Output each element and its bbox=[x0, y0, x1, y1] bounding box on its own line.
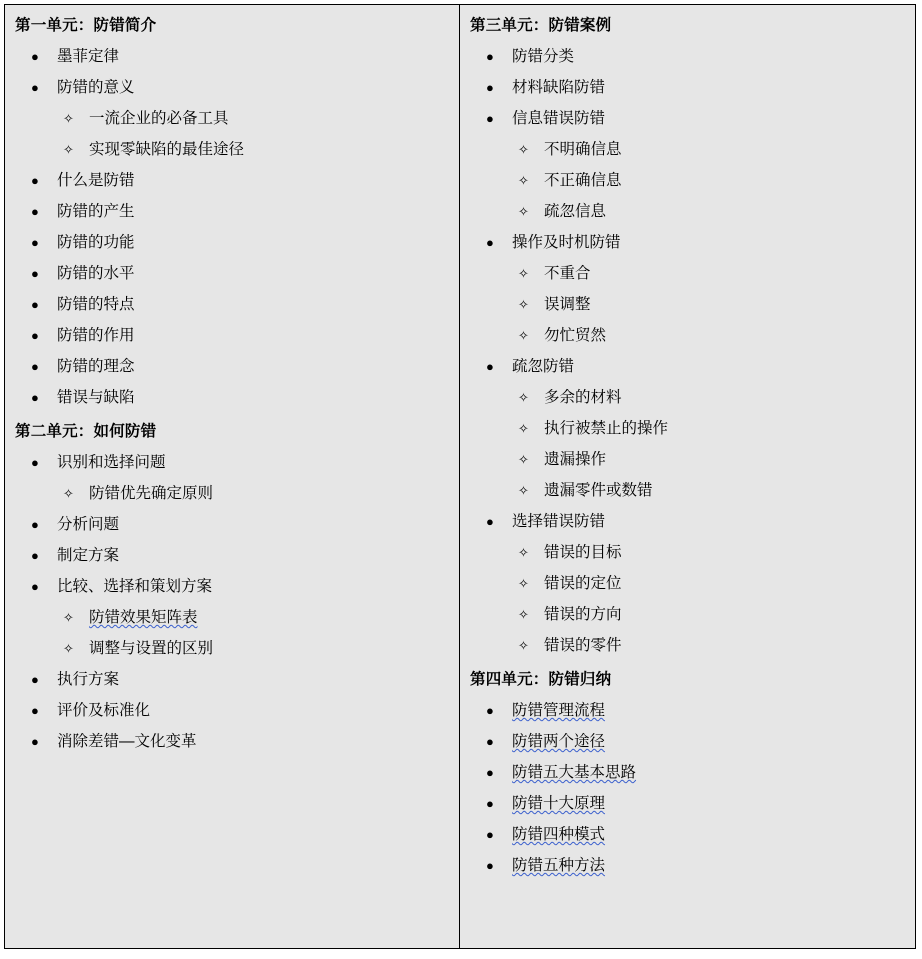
list-item-label: 信息错误防错 bbox=[512, 110, 606, 127]
sub-list-item-label: 实现零缺陷的最佳途径 bbox=[89, 141, 245, 158]
list-item bbox=[13, 165, 451, 196]
list-item bbox=[13, 447, 451, 478]
list-item-label: 分析问题 bbox=[57, 516, 120, 533]
sub-list-item bbox=[468, 568, 907, 599]
bullet-diamond-icon: ✧ bbox=[518, 328, 529, 343]
sub-list-item bbox=[468, 134, 907, 165]
list-item-label: 防错五大基本思路 bbox=[512, 764, 637, 781]
list-item bbox=[468, 227, 907, 258]
list-item bbox=[13, 351, 451, 382]
bullet-disc-icon: ● bbox=[31, 266, 39, 281]
sub-list-item bbox=[468, 599, 907, 630]
list-item-label: 制定方案 bbox=[57, 547, 120, 564]
outline-list bbox=[468, 41, 907, 661]
list-item-label: 识别和选择问题 bbox=[57, 454, 166, 471]
bullet-disc-icon: ● bbox=[486, 111, 494, 126]
bullet-disc-icon: ● bbox=[31, 328, 39, 343]
list-item bbox=[13, 571, 451, 602]
sub-list-item bbox=[13, 134, 451, 165]
list-item-label: 什么是防错 bbox=[57, 172, 135, 189]
bullet-diamond-icon: ✧ bbox=[518, 452, 529, 467]
list-item-label: 防错分类 bbox=[512, 48, 575, 65]
list-item bbox=[468, 695, 907, 726]
bullet-disc-icon: ● bbox=[31, 297, 39, 312]
section-heading: 第二单元：如何防错 bbox=[15, 423, 157, 440]
list-item-label: 执行方案 bbox=[57, 671, 120, 688]
bullet-disc-icon: ● bbox=[486, 49, 494, 64]
list-item bbox=[13, 196, 451, 227]
list-item bbox=[13, 540, 451, 571]
bullet-disc-icon: ● bbox=[31, 548, 39, 563]
bullet-disc-icon: ● bbox=[31, 204, 39, 219]
bullet-disc-icon: ● bbox=[486, 858, 494, 873]
sub-list-item bbox=[468, 289, 907, 320]
bullet-disc-icon: ● bbox=[486, 359, 494, 374]
bullet-diamond-icon: ✧ bbox=[518, 390, 529, 405]
sub-list-item-label: 多余的材料 bbox=[544, 389, 622, 406]
bullet-disc-icon: ● bbox=[486, 80, 494, 95]
bullet-disc-icon: ● bbox=[31, 517, 39, 532]
list-item bbox=[13, 320, 451, 351]
sub-list-item-label: 遗漏操作 bbox=[544, 451, 607, 468]
sub-list-item-label: 错误的目标 bbox=[544, 544, 622, 561]
bullet-disc-icon: ● bbox=[31, 359, 39, 374]
sub-list-item bbox=[468, 475, 907, 506]
bullet-diamond-icon: ✧ bbox=[518, 266, 529, 281]
document-page bbox=[0, 4, 922, 959]
sub-list-item bbox=[468, 537, 907, 568]
list-item-label: 防错五种方法 bbox=[512, 857, 606, 874]
bullet-disc-icon: ● bbox=[31, 734, 39, 749]
sub-list-item bbox=[468, 382, 907, 413]
outline-sublist bbox=[468, 134, 907, 227]
bullet-diamond-icon: ✧ bbox=[518, 204, 529, 219]
list-item-label: 防错的理念 bbox=[57, 358, 135, 375]
bullet-disc-icon: ● bbox=[31, 173, 39, 188]
bullet-diamond-icon: ✧ bbox=[518, 638, 529, 653]
list-item-label: 选择错误防错 bbox=[512, 513, 606, 530]
list-item bbox=[13, 72, 451, 103]
bullet-disc-icon: ● bbox=[31, 390, 39, 405]
bullet-disc-icon: ● bbox=[31, 579, 39, 594]
list-item-label: 错误与缺陷 bbox=[57, 389, 135, 406]
outline-sublist bbox=[468, 382, 907, 506]
bullet-diamond-icon: ✧ bbox=[518, 576, 529, 591]
bullet-disc-icon: ● bbox=[486, 765, 494, 780]
sub-list-item bbox=[468, 320, 907, 351]
sub-list-item bbox=[13, 478, 451, 509]
list-item-label: 防错的水平 bbox=[57, 265, 135, 282]
list-item-label: 防错十大原理 bbox=[512, 795, 606, 812]
sub-list-item-label: 错误的零件 bbox=[544, 637, 622, 654]
sub-list-item bbox=[13, 103, 451, 134]
outline-sublist bbox=[13, 103, 451, 165]
bullet-disc-icon: ● bbox=[486, 235, 494, 250]
section-heading: 第四单元：防错归纳 bbox=[470, 671, 612, 688]
bullet-disc-icon: ● bbox=[486, 734, 494, 749]
bullet-diamond-icon: ✧ bbox=[518, 142, 529, 157]
list-item bbox=[13, 289, 451, 320]
bullet-diamond-icon: ✧ bbox=[63, 641, 74, 656]
list-item bbox=[13, 726, 451, 757]
outline-list bbox=[468, 695, 907, 881]
bullet-disc-icon: ● bbox=[31, 672, 39, 687]
list-item-label: 防错的产生 bbox=[57, 203, 135, 220]
sub-list-item bbox=[13, 633, 451, 664]
list-item bbox=[13, 664, 451, 695]
sub-list-item-label: 调整与设置的区别 bbox=[89, 640, 214, 657]
outline-sublist bbox=[13, 478, 451, 509]
sub-list-item-label: 遗漏零件或数错 bbox=[544, 482, 653, 499]
list-item bbox=[468, 41, 907, 72]
outline-column-right bbox=[460, 5, 915, 948]
sub-list-item-label: 一流企业的必备工具 bbox=[89, 110, 229, 127]
section-heading: 第一单元：防错简介 bbox=[15, 17, 157, 34]
bullet-disc-icon: ● bbox=[486, 827, 494, 842]
bullet-disc-icon: ● bbox=[486, 796, 494, 811]
outline-list bbox=[13, 447, 451, 757]
list-item bbox=[468, 850, 907, 881]
bullet-disc-icon: ● bbox=[31, 49, 39, 64]
sub-list-item-label: 勿忙贸然 bbox=[544, 327, 607, 344]
bullet-diamond-icon: ✧ bbox=[518, 545, 529, 560]
list-item-label: 防错的特点 bbox=[57, 296, 135, 313]
bullet-diamond-icon: ✧ bbox=[63, 142, 74, 157]
list-item-label: 消除差错—文化变革 bbox=[57, 733, 197, 750]
bullet-disc-icon: ● bbox=[31, 455, 39, 470]
list-item bbox=[468, 103, 907, 134]
list-item-label: 疏忽防错 bbox=[512, 358, 575, 375]
list-item-label: 防错两个途径 bbox=[512, 733, 606, 750]
list-item-label: 防错四种模式 bbox=[512, 826, 606, 843]
list-item-label: 防错管理流程 bbox=[512, 702, 606, 719]
list-item bbox=[468, 726, 907, 757]
sub-list-item bbox=[468, 444, 907, 475]
bullet-disc-icon: ● bbox=[486, 514, 494, 529]
list-item bbox=[468, 72, 907, 103]
bullet-diamond-icon: ✧ bbox=[63, 610, 74, 625]
bullet-diamond-icon: ✧ bbox=[518, 297, 529, 312]
bullet-disc-icon: ● bbox=[31, 80, 39, 95]
sub-list-item bbox=[468, 258, 907, 289]
outline-sublist bbox=[468, 537, 907, 661]
sub-list-item-label: 错误的方向 bbox=[544, 606, 622, 623]
list-item bbox=[13, 509, 451, 540]
list-item-label: 防错的意义 bbox=[57, 79, 135, 96]
list-item bbox=[468, 788, 907, 819]
bullet-diamond-icon: ✧ bbox=[518, 483, 529, 498]
outline-list bbox=[13, 41, 451, 413]
list-item-label: 材料缺陷防错 bbox=[512, 79, 606, 96]
section-heading: 第三单元：防错案例 bbox=[470, 17, 612, 34]
list-item-label: 评价及标准化 bbox=[57, 702, 151, 719]
list-item bbox=[13, 382, 451, 413]
list-item-label: 比较、选择和策划方案 bbox=[57, 578, 213, 595]
outline-column-left bbox=[5, 5, 460, 948]
sub-list-item-label: 防错优先确定原则 bbox=[89, 485, 214, 502]
sub-list-item bbox=[468, 630, 907, 661]
sub-list-item-label: 不重合 bbox=[544, 265, 591, 282]
outline-sublist bbox=[13, 602, 451, 664]
list-item-label: 墨菲定律 bbox=[57, 48, 120, 65]
sub-list-item-label: 错误的定位 bbox=[544, 575, 622, 592]
sub-list-item-label: 疏忽信息 bbox=[544, 203, 607, 220]
list-item bbox=[468, 506, 907, 537]
sub-list-item-label: 防错效果矩阵表 bbox=[89, 609, 198, 626]
sub-list-item-label: 不明确信息 bbox=[544, 141, 622, 158]
sub-list-item bbox=[468, 165, 907, 196]
list-item bbox=[468, 819, 907, 850]
bullet-disc-icon: ● bbox=[31, 235, 39, 250]
bullet-diamond-icon: ✧ bbox=[63, 486, 74, 501]
course-outline-table bbox=[4, 4, 916, 949]
sub-list-item bbox=[468, 196, 907, 227]
sub-list-item bbox=[468, 413, 907, 444]
sub-list-item-label: 误调整 bbox=[544, 296, 591, 313]
sub-list-item-label: 不正确信息 bbox=[544, 172, 622, 189]
list-item bbox=[468, 757, 907, 788]
list-item bbox=[13, 695, 451, 726]
list-item bbox=[13, 258, 451, 289]
sub-list-item bbox=[13, 602, 451, 633]
list-item bbox=[468, 351, 907, 382]
bullet-diamond-icon: ✧ bbox=[518, 421, 529, 436]
list-item-label: 防错的作用 bbox=[57, 327, 135, 344]
bullet-diamond-icon: ✧ bbox=[63, 111, 74, 126]
bullet-diamond-icon: ✧ bbox=[518, 607, 529, 622]
list-item-label: 操作及时机防错 bbox=[512, 234, 621, 251]
sub-list-item-label: 执行被禁止的操作 bbox=[544, 420, 669, 437]
bullet-disc-icon: ● bbox=[31, 703, 39, 718]
list-item bbox=[13, 41, 451, 72]
list-item-label: 防错的功能 bbox=[57, 234, 135, 251]
bullet-disc-icon: ● bbox=[486, 703, 494, 718]
bullet-diamond-icon: ✧ bbox=[518, 173, 529, 188]
list-item bbox=[13, 227, 451, 258]
outline-sublist bbox=[468, 258, 907, 351]
